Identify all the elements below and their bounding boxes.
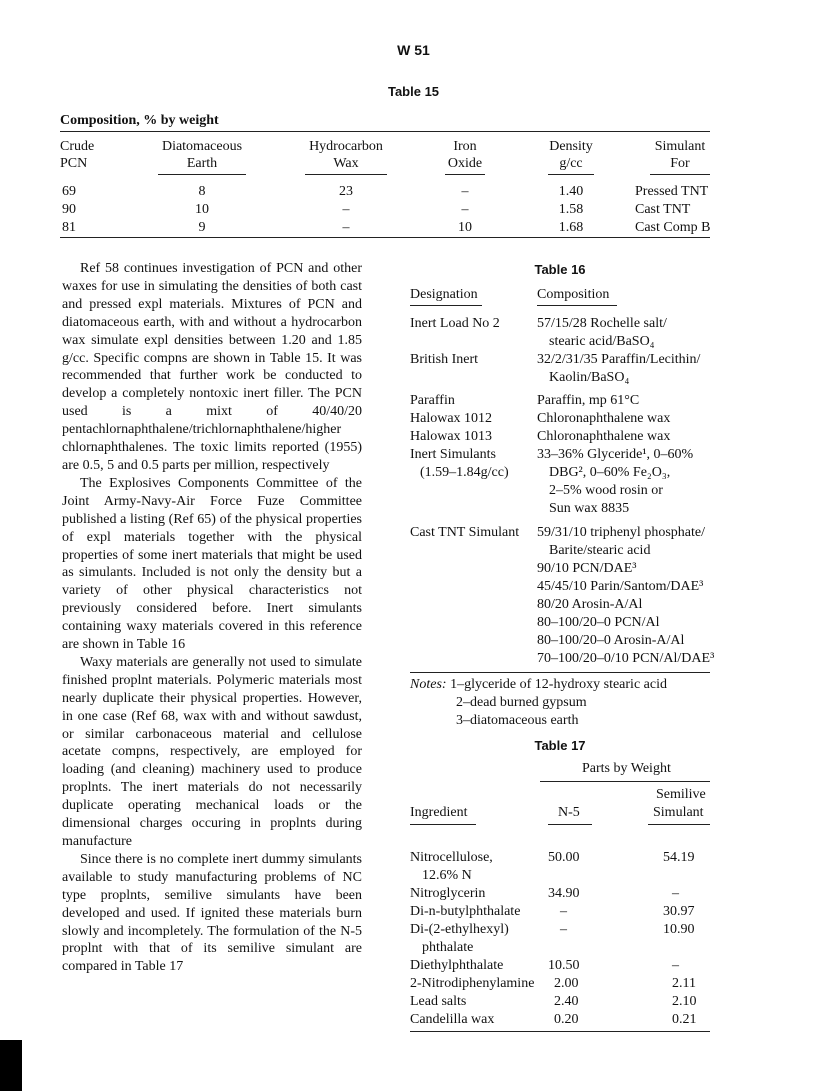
table17-row xyxy=(410,885,710,903)
t15-r1-density: 1.40 xyxy=(558,184,584,199)
t16-comp-line: 80–100/20–0 PCN/Al xyxy=(537,615,660,630)
t15-r3-density: 1.68 xyxy=(558,220,584,235)
t17-ingredient-rule xyxy=(410,824,476,825)
table17-row xyxy=(410,921,710,939)
t16-comp-line: 32/2/31/35 Paraffin/Lecithin/ xyxy=(537,352,701,367)
t16-comp-line: Chloronaphthalene wax xyxy=(537,411,671,426)
t15-r3-sim: Cast Comp B xyxy=(635,220,711,235)
t15-r2-density: 1.58 xyxy=(558,202,584,217)
t15-h-density-1: Density xyxy=(549,139,593,154)
table16 xyxy=(410,262,715,730)
t17-ingredient: Di-n-butylphthalate xyxy=(410,904,521,919)
table16-notes xyxy=(410,676,710,730)
t15-r2-sim: Cast TNT xyxy=(635,202,691,217)
t17-ingredient: Lead salts xyxy=(410,994,467,1009)
t17-n5: 10.50 xyxy=(548,958,580,973)
t16-designation: (1.59–1.84g/cc) xyxy=(420,465,509,480)
table17-row xyxy=(410,957,710,975)
table15-bottom-rule xyxy=(60,237,710,238)
table16-des-rule xyxy=(410,305,482,306)
t17-ingredient-cont: phthalate xyxy=(422,940,474,955)
t16-designation: Halowax 1013 xyxy=(410,429,493,444)
t16-comp-line: 80/20 Arosin-A/Al xyxy=(537,597,643,612)
t15-h-sim-2: For xyxy=(670,156,690,171)
t15-h-iron-1: Iron xyxy=(453,139,477,154)
table16-row xyxy=(410,524,715,668)
body-text xyxy=(62,260,362,976)
table17-bottom-rule xyxy=(410,1031,710,1032)
t15-r2-diat: 10 xyxy=(195,202,209,217)
table17 xyxy=(410,738,710,1033)
table16-header xyxy=(410,285,710,309)
table16-row xyxy=(410,410,710,428)
t15-h-diat-1: Diatomaceous xyxy=(161,139,243,154)
t16-designation: Inert Simulants xyxy=(410,447,496,462)
t16-comp-line: Paraffin, mp 61°C xyxy=(537,393,640,408)
t17-ingredient: Di-(2-ethylhexyl) xyxy=(410,922,509,937)
t17-ingredient-cont: 12.6% N xyxy=(422,868,472,883)
paragraph-4: Since there is no complete inert dummy simulants available to study manufacturing problems of NC type proplnts, semilive simulants have been developed and used. If ignited these materials burn slowly and incompletely. The formulation of the N-5 proplnt with that of its semilive simulant are compared in Table 17 xyxy=(62,851,362,975)
t17-sim: 54.19 xyxy=(663,850,695,865)
t16-comp-line: Sun wax 8835 xyxy=(549,501,630,516)
t15-r2-hydro: – xyxy=(342,202,350,217)
t17-group-rule xyxy=(540,781,710,782)
scan-edge-bar xyxy=(0,1040,22,1091)
t15-r1-pcn: 69 xyxy=(62,184,76,199)
t17-sim: 10.90 xyxy=(663,922,695,937)
paragraph-2: The Explosives Components Committee of the Joint Army-Navy-Air Force Fuze Committee published a listing (Ref 65) of the physical properties of expl materials together with the physical properties of some inert materials that might be used as simulants. Included is not only the density but a variety of other physical characteristics not previously considered before. Inert simulants containing waxy materials covered in this reference are shown in Table 16 xyxy=(62,475,362,653)
t15-r1-sim: Pressed TNT xyxy=(635,184,709,199)
table17-title: Table 17 xyxy=(534,738,586,753)
t15-h-sim-rule xyxy=(650,174,710,175)
table16-row xyxy=(410,464,710,518)
t17-ingredient: Nitroglycerin xyxy=(410,886,486,901)
t17-ingredient: Diethylphthalate xyxy=(410,958,504,973)
table17-row xyxy=(410,903,710,921)
t17-h-ingredient: Ingredient xyxy=(410,805,468,820)
t16-comp-line: stearic acid/BaSO₄ xyxy=(549,334,655,349)
table16-row xyxy=(410,392,710,410)
t16-comp-line: 70–100/20–0/10 PCN/Al/DAE³ xyxy=(537,651,715,666)
table15-top-rule xyxy=(60,131,710,132)
table17-row xyxy=(410,975,710,993)
table16-row xyxy=(410,315,710,351)
t16-comp-line: 90/10 PCN/DAE³ xyxy=(537,561,637,576)
t17-semilive-rule xyxy=(648,824,710,825)
t16-comp-line: Chloronaphthalene wax xyxy=(537,429,671,444)
table15-caption: Composition, % by weight xyxy=(60,113,219,128)
t17-n5: 34.90 xyxy=(548,886,580,901)
table16-comp-rule xyxy=(537,305,617,306)
t17-n5: – xyxy=(560,922,567,937)
t15-r1-diat: 8 xyxy=(198,184,206,199)
t15-h-hydro-rule xyxy=(305,174,387,175)
t15-h-pcn-2: PCN xyxy=(60,156,88,171)
table16-bottom-rule xyxy=(410,672,710,673)
t15-r3-diat: 9 xyxy=(198,220,206,235)
table16-title: Table 16 xyxy=(534,262,586,277)
t17-sim: – xyxy=(672,958,679,973)
t16-designation: Inert Load No 2 xyxy=(410,316,500,331)
note-1: 1–glyceride of 12-hydroxy stearic acid xyxy=(450,677,667,692)
note-3: 3–diatomaceous earth xyxy=(456,713,579,728)
table17-row-cont xyxy=(410,867,710,885)
t17-n5: 0.20 xyxy=(554,1012,579,1027)
t15-h-diat-2: Earth xyxy=(186,156,218,171)
t16-designation: Cast TNT Simulant xyxy=(410,525,520,540)
t15-r3-hydro: – xyxy=(342,220,350,235)
t16-comp-line: 45/45/10 Parin/Santom/DAE³ xyxy=(537,579,704,594)
t16-comp-line: 33–36% Glyceride¹, 0–60% xyxy=(537,447,694,462)
t16-comp-line: 80–100/20–0 Arosin-A/Al xyxy=(537,633,685,648)
t17-h-semilive-1: Semilive xyxy=(656,787,706,802)
t16-comp-line: Barite/stearic acid xyxy=(549,543,651,558)
t16-comp-line: DBG², 0–60% Fe₂O₃, xyxy=(549,465,671,480)
t17-ingredient: Candelilla wax xyxy=(410,1012,495,1027)
t17-n5: 2.00 xyxy=(554,976,579,991)
table17-row xyxy=(410,849,710,867)
t15-h-density-2: g/cc xyxy=(559,156,583,171)
t15-h-density-rule xyxy=(548,174,594,175)
t16-comp-line: 59/31/10 triphenyl phosphate/ xyxy=(537,525,705,540)
t15-r1-iron: – xyxy=(461,184,469,199)
t17-sim: 0.21 xyxy=(672,1012,697,1027)
table16-row xyxy=(410,446,710,464)
table17-row xyxy=(410,1011,710,1029)
t15-h-iron-rule xyxy=(445,174,485,175)
t16-designation: Halowax 1012 xyxy=(410,411,493,426)
t17-ingredient: 2-Nitrodiphenylamine xyxy=(410,976,535,991)
table17-row-cont xyxy=(410,939,710,957)
t15-r1-hydro: 23 xyxy=(339,184,353,199)
t15-r2-iron: – xyxy=(461,202,469,217)
t17-sim: 2.10 xyxy=(672,994,697,1009)
t17-sim: 2.11 xyxy=(672,976,696,991)
paragraph-3: Waxy materials are generally not used to simulate finished proplnt materials. Polymeric materials most nearly duplicate their physical properties. However, in one case (Ref 68, wax with and without sawdust, or similar carbonaceous material and cellulose acetate compns, respectively, are employed for loading (and cleaning) machinery used to produce proplnts. The inert materials do not necessarily duplicate operating mechanical loads or the dimensional charges occuring in proplnts during manufacture xyxy=(62,654,362,849)
table17-header xyxy=(410,753,710,833)
t17-ingredient: Nitrocellulose, xyxy=(410,850,493,865)
t15-r3-iron: 10 xyxy=(458,220,472,235)
t17-n5: – xyxy=(560,904,567,919)
t15-h-pcn-1: Crude xyxy=(60,139,95,154)
table16-row xyxy=(410,428,710,446)
t16-comp-line: Kaolin/BaSO₄ xyxy=(549,370,630,385)
t15-r2-pcn: 90 xyxy=(62,202,76,217)
t17-n5-rule xyxy=(548,824,592,825)
t16-comp-line: 57/15/28 Rochelle salt/ xyxy=(537,316,667,331)
t17-group-header: Parts by Weight xyxy=(582,761,671,776)
t17-n5: 2.40 xyxy=(554,994,579,1009)
table16-col-designation: Designation xyxy=(410,287,478,302)
t15-h-sim-1: Simulant xyxy=(654,139,706,154)
t15-r3-pcn: 81 xyxy=(62,220,76,235)
t15-h-iron-2: Oxide xyxy=(447,156,483,171)
t15-h-diat-rule xyxy=(158,174,246,175)
note-2: 2–dead burned gypsum xyxy=(456,695,587,710)
table17-row xyxy=(410,993,710,1011)
t15-h-hydro-1: Hydrocarbon xyxy=(309,139,383,154)
table16-col-composition: Composition xyxy=(537,287,610,302)
t17-sim: – xyxy=(672,886,679,901)
paragraph-1: Ref 58 continues investigation of PCN and other waxes for use in simulating the densities of both cast and pressed expl materials. Mixtures of PCN and diatomaceous earth, with and without a hydrocarbon wax simulate expl densities between 1.20 and 1.85 g/cc. Specific compns are shown in Table 15. It was recommended that further work be conducted to develop a completely nontoxic inert filler. The PCN used is a mixt of 40/40/20 pentachlornaphthalene/trichlornaphthalene/higher chlornaphthalenes. The toxic limits reported (1955) are 0.5, 5 and 0.5 parts per million, respectively xyxy=(62,261,362,473)
t17-sim: 30.97 xyxy=(663,904,695,919)
page-number: W 51 xyxy=(397,42,430,58)
table15-title: Table 15 xyxy=(387,84,440,99)
table16-row xyxy=(410,351,710,387)
t16-designation: Paraffin xyxy=(410,393,455,408)
notes-label: Notes: xyxy=(410,677,447,692)
t16-comp-line: 2–5% wood rosin or xyxy=(549,483,663,498)
t15-h-hydro-2: Wax xyxy=(333,156,359,171)
t17-h-semilive-2: Simulant xyxy=(653,805,704,820)
t16-designation: British Inert xyxy=(410,352,479,367)
t17-n5: 50.00 xyxy=(548,850,580,865)
t17-h-n5: N-5 xyxy=(558,805,580,820)
